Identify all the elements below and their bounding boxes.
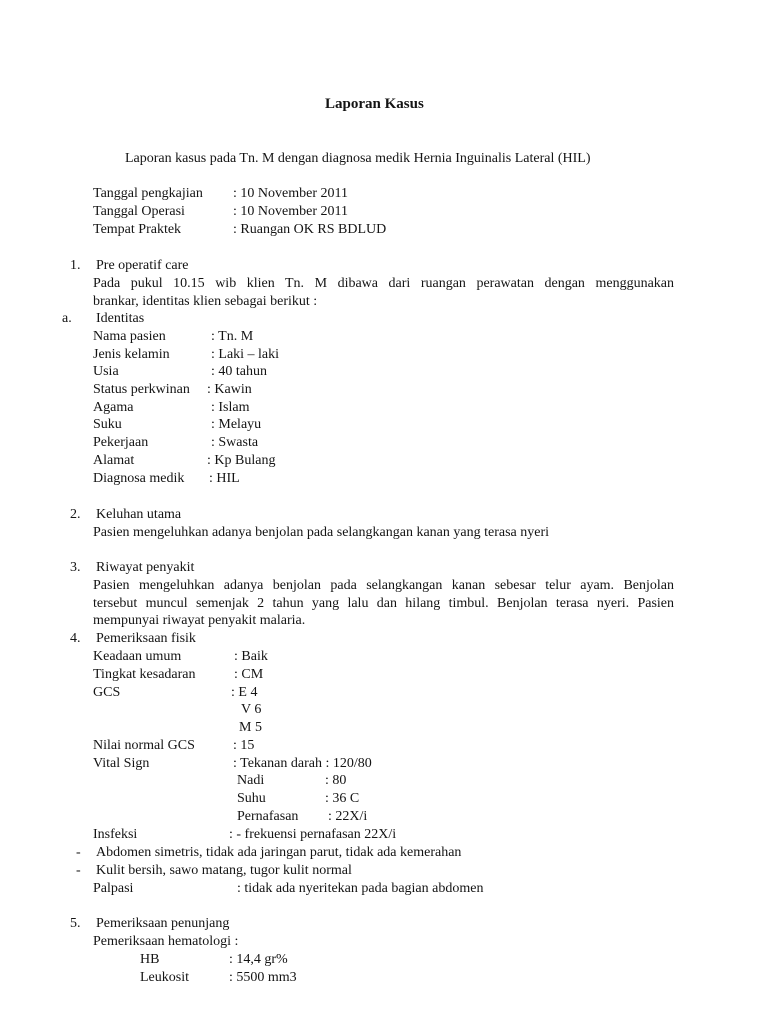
nilai-normal-gcs-value: : 15	[233, 738, 255, 753]
tanggal-operasi-value: : 10 November 2011	[233, 204, 348, 219]
pekerjaan-label: Pekerjaan	[93, 435, 149, 450]
bullet-1-dash: -	[76, 845, 81, 860]
status-perkawinan-label: Status perkwinan	[93, 382, 190, 397]
keadaan-umum-value: : Baik	[234, 649, 268, 664]
nadi-label: Nadi	[237, 773, 265, 788]
section-3-number: 3.	[70, 560, 81, 575]
leukosit-value: : 5500 mm3	[229, 970, 297, 985]
suku-value: : Melayu	[211, 417, 262, 432]
nadi-value: : 80	[325, 773, 347, 788]
tempat-praktek-value: : Ruangan OK RS BDLUD	[233, 222, 387, 237]
suhu-label: Suhu	[237, 791, 266, 806]
intro-text: Laporan kasus pada Tn. M dengan diagnosa medik Hernia Inguinalis Lateral (HIL)	[125, 151, 591, 166]
jenis-kelamin-label: Jenis kelamin	[93, 347, 170, 362]
jenis-kelamin-value: : Laki – laki	[211, 347, 280, 362]
section-5-heading: Pemeriksaan penunjang	[96, 916, 230, 931]
usia-label: Usia	[93, 364, 119, 379]
section-3-line2: tersebut muncul semenjak 2 tahun yang lalu dan hilang timbul. Benjolan terasa nyeri. Pasien	[93, 596, 674, 611]
section-4-number: 4.	[70, 631, 81, 646]
section-1-heading: Pre operatif care	[96, 258, 189, 273]
section-1-paragraph-line2: brankar, identitas klien sebagai berikut :	[93, 294, 318, 309]
usia-value: : 40 tahun	[211, 364, 267, 379]
nama-pasien-value: : Tn. M	[211, 329, 254, 344]
suhu-value: : 36 C	[325, 791, 360, 806]
agama-value: : Islam	[211, 400, 250, 415]
tekanan-darah-value: : Tekanan darah : 120/80	[233, 756, 372, 771]
hb-value: : 14,4 gr%	[229, 952, 288, 967]
suku-label: Suku	[93, 417, 122, 432]
tanggal-pengkajian-value: : 10 November 2011	[233, 186, 348, 201]
tempat-praktek-label: Tempat Praktek	[93, 222, 182, 237]
insfeksi-value: : - frekuensi pernafasan 22X/i	[229, 827, 397, 842]
bullet-2-dash: -	[76, 863, 81, 878]
palpasi-value: : tidak ada nyeritekan pada bagian abdomen	[237, 881, 484, 896]
section-4-heading: Pemeriksaan fisik	[96, 631, 196, 646]
agama-label: Agama	[93, 400, 134, 415]
subsection-a-heading: Identitas	[96, 311, 145, 326]
gcs-m-value: M 5	[239, 720, 262, 735]
gcs-v-value: V 6	[241, 702, 262, 717]
nilai-normal-gcs-label: Nilai normal GCS	[93, 738, 195, 753]
tingkat-kesadaran-label: Tingkat kesadaran	[93, 667, 196, 682]
diagnosa-medik-value: : HIL	[209, 471, 240, 486]
alamat-value: : Kp Bulang	[207, 453, 276, 468]
gcs-label: GCS	[93, 685, 121, 700]
section-5-number: 5.	[70, 916, 81, 931]
diagnosa-medik-label: Diagnosa medik	[93, 471, 185, 486]
bullet-1-text: Abdomen simetris, tidak ada jaringan parut, tidak ada kemerahan	[96, 845, 462, 860]
section-1-paragraph-line1: Pada pukul 10.15 wib klien Tn. M dibawa dari ruangan perawatan dengan menggunakan	[93, 276, 674, 291]
leukosit-label: Leukosit	[140, 970, 189, 985]
gcs-e-value: : E 4	[231, 685, 258, 700]
insfeksi-label: Insfeksi	[93, 827, 138, 842]
tanggal-pengkajian-label: Tanggal pengkajian	[93, 186, 203, 201]
subsection-a-letter: a.	[62, 311, 72, 326]
vital-sign-label: Vital Sign	[93, 756, 150, 771]
palpasi-label: Palpasi	[93, 881, 134, 896]
status-perkawinan-value: : Kawin	[207, 382, 252, 397]
pemeriksaan-hematologi-label: Pemeriksaan hematologi :	[93, 934, 239, 949]
section-2-number: 2.	[70, 507, 81, 522]
pekerjaan-value: : Swasta	[211, 435, 259, 450]
section-1-number: 1.	[70, 258, 81, 273]
pernafasan-value: : 22X/i	[328, 809, 368, 824]
bullet-2-text: Kulit bersih, sawo matang, tugor kulit normal	[96, 863, 352, 878]
section-2-text: Pasien mengeluhkan adanya benjolan pada selangkangan kanan yang terasa nyeri	[93, 525, 549, 540]
hb-label: HB	[140, 952, 160, 967]
tanggal-operasi-label: Tanggal Operasi	[93, 204, 185, 219]
section-3-heading: Riwayat penyakit	[96, 560, 195, 575]
page-title: Laporan Kasus	[325, 96, 424, 112]
nama-pasien-label: Nama pasien	[93, 329, 166, 344]
alamat-label: Alamat	[93, 453, 135, 468]
pernafasan-label: Pernafasan	[237, 809, 299, 824]
section-2-heading: Keluhan utama	[96, 507, 182, 522]
tingkat-kesadaran-value: : CM	[234, 667, 264, 682]
section-3-line3: mempunyai riwayat penyakit malaria.	[93, 613, 306, 628]
keadaan-umum-label: Keadaan umum	[93, 649, 182, 664]
section-3-line1: Pasien mengeluhkan adanya benjolan pada selangkangan kanan sebesar telur ayam. Benjolan	[93, 578, 674, 593]
